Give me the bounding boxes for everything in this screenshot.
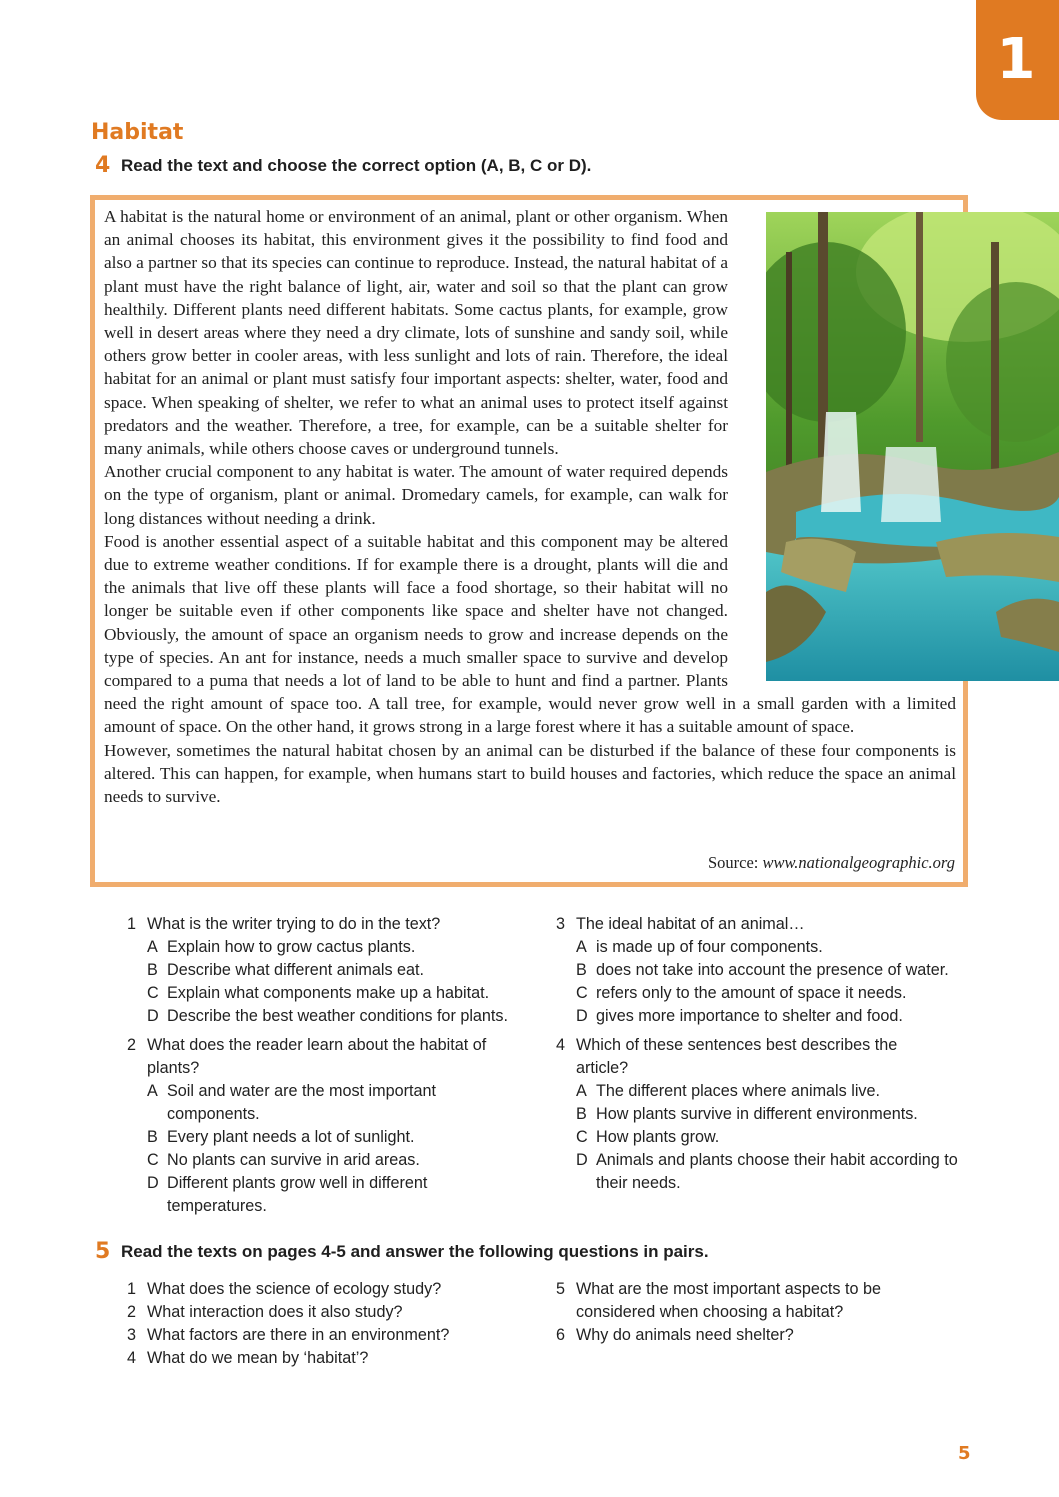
option-letter: D	[147, 1174, 159, 1192]
question-text: What does the science of ecology study?	[147, 1280, 442, 1298]
question-2	[127, 1301, 532, 1324]
exercise-number: 4	[95, 153, 111, 178]
question-2	[127, 1034, 532, 1218]
option-text: Explain how to grow cactus plants.	[167, 938, 416, 956]
question-number: 2	[127, 1036, 137, 1054]
question-text: What factors are there in an environment?	[147, 1326, 450, 1344]
option-letter: D	[576, 1007, 588, 1025]
exercise-5-left-column	[127, 1278, 532, 1370]
option-a	[147, 1080, 532, 1126]
option-c	[576, 1126, 976, 1149]
option-text: How plants survive in different environments.	[596, 1105, 918, 1123]
option-letter: A	[147, 1082, 158, 1100]
option-text: Animals and plants choose their habit according to their needs.	[596, 1151, 958, 1192]
option-letter: B	[147, 961, 158, 979]
chapter-tab: 1	[976, 0, 1059, 120]
question-text: What is the writer trying to do in the text?	[147, 915, 441, 933]
option-c	[147, 982, 532, 1005]
option-d	[576, 1005, 976, 1028]
option-text: Every plant needs a lot of sunlight.	[167, 1128, 415, 1146]
question-1	[127, 1278, 532, 1301]
question-number: 3	[127, 1326, 137, 1344]
option-letter: C	[147, 1151, 159, 1169]
option-text: How plants grow.	[596, 1128, 720, 1146]
photo-spacer	[746, 205, 956, 675]
question-text: Why do animals need shelter?	[576, 1326, 794, 1344]
option-b	[147, 1126, 532, 1149]
option-letter: D	[576, 1151, 588, 1169]
option-letter: A	[576, 938, 587, 956]
option-c	[576, 982, 976, 1005]
question-number: 2	[127, 1303, 137, 1321]
option-text: does not take into account the presence of water.	[596, 961, 949, 979]
option-text: Explain what components make up a habitat.	[167, 984, 490, 1002]
exercise-4-heading	[95, 153, 591, 178]
article-paragraph: However, sometimes the natural habitat chosen by an animal can be disturbed if the balance of these four components is altered. This can happen, for example, when humans start to build houses and factories, which reduce the space an animal needs to survive.	[104, 740, 956, 807]
question-number: 1	[127, 915, 137, 933]
exercise-number: 5	[95, 1239, 111, 1264]
option-text: Describe what different animals eat.	[167, 961, 425, 979]
question-text: What are the most important aspects to be considered when choosing a habitat?	[576, 1280, 882, 1321]
article-paragraph: Another crucial component to any habitat is water. The amount of water required depends on the type of organism, plant or animal. Dromedary camels, for example, can walk for long distances without needing a drink.	[104, 462, 728, 528]
question-4	[556, 1034, 976, 1195]
question-text: The ideal habitat of an animal…	[576, 915, 805, 933]
exercise-5-right-column	[556, 1278, 936, 1347]
option-c	[147, 1149, 532, 1172]
article-paragraph: A habitat is the natural home or environment of an animal, plant or other organism. When an animal chooses its habitat, this environment gives it the possibility to find food and also a partner so that its species can continue to reproduce. Instead, the natural habitat of a plant must have the right balance of light, air, water and soil so that the plant can grow healthily. Different plants need different habitats. Some cactus plants, for example, grow well in desert areas where they need a dry climate, lots of sunshine and sandy soil, while others grow better in cooler areas, with less sunlight and lots of rain. Therefore, the ideal habitat for an animal or plant must satisfy four important aspects: shelter, water, food and space. When speaking of shelter, we refer to what an animal uses to protect itself against predators and the weather. Therefore, a tree, for example, can be a suitable shelter for many animals, while others choose caves or underground tunnels.	[104, 207, 728, 459]
exercise-instruction: Read the texts on pages 4-5 and answer the following questions in pairs.	[121, 1242, 709, 1261]
option-d	[147, 1172, 532, 1218]
option-letter: B	[576, 1105, 587, 1123]
question-5	[556, 1278, 936, 1324]
exercise-5-heading	[95, 1239, 709, 1264]
option-b	[576, 959, 976, 982]
option-b	[576, 1103, 976, 1126]
option-text: No plants can survive in arid areas.	[167, 1151, 420, 1169]
option-letter: A	[576, 1082, 587, 1100]
exercise-4-right-column	[556, 913, 976, 1201]
question-3	[556, 913, 976, 1028]
question-text: Which of these sentences best describes the article?	[576, 1036, 898, 1077]
option-a	[576, 936, 976, 959]
question-number: 4	[556, 1036, 566, 1054]
exercise-instruction: Read the text and choose the correct option (A, B, C or D).	[121, 156, 592, 175]
section-title: Habitat	[91, 120, 184, 145]
option-text: Soil and water are the most important components.	[167, 1082, 437, 1123]
question-text: What does the reader learn about the habitat of plants?	[147, 1036, 487, 1077]
question-1	[127, 913, 532, 1028]
question-3	[127, 1324, 532, 1347]
question-number: 3	[556, 915, 566, 933]
option-b	[147, 959, 532, 982]
option-letter: A	[147, 938, 158, 956]
question-number: 4	[127, 1349, 137, 1367]
question-6	[556, 1324, 936, 1347]
option-letter: D	[147, 1007, 159, 1025]
option-a	[147, 936, 532, 959]
option-d	[147, 1005, 532, 1028]
option-text: Describe the best weather conditions for plants.	[167, 1007, 509, 1025]
option-text: gives more importance to shelter and food.	[596, 1007, 903, 1025]
question-text: What do we mean by ‘habitat’?	[147, 1349, 369, 1367]
option-text: Different plants grow well in different temperatures.	[167, 1174, 428, 1215]
article-text	[104, 205, 956, 808]
question-4	[127, 1347, 532, 1370]
article-source	[708, 853, 955, 873]
question-text: What interaction does it also study?	[147, 1303, 403, 1321]
option-a	[576, 1080, 976, 1103]
question-number: 1	[127, 1280, 137, 1298]
option-letter: C	[576, 1128, 588, 1146]
question-number: 6	[556, 1326, 566, 1344]
question-number: 5	[556, 1280, 566, 1298]
exercise-4-left-column	[127, 913, 532, 1224]
option-text: refers only to the amount of space it needs.	[596, 984, 907, 1002]
option-letter: C	[576, 984, 588, 1002]
option-letter: B	[576, 961, 587, 979]
option-text: The different places where animals live.	[596, 1082, 881, 1100]
article-paragraph: Food is another essential aspect of a suitable habitat and this component may be altered due to extreme weather conditions. If for example there is a drought, plants will die and the animals that live off these plants will face a food shortage, so their habitat will no longer be suitable even if other components like space and shelter have not changed. Obviously, the amount of space an organism needs to grow and increase depends on the type of species. An ant for instance, needs a much smaller space to survive and develop compared to a puma that needs a lot of land to be able to hunt and find a partner. Plants need the right amount of space too. A tall tree, for example, would never grow well in a small garden with a limited amount of space. On the other hand, it grows strong in a large forest where it has a suitable amount of space.	[104, 531, 956, 737]
option-letter: B	[147, 1128, 158, 1146]
option-d	[576, 1149, 976, 1195]
option-text: is made up of four components.	[596, 938, 823, 956]
source-url: www.nationalgeographic.org	[762, 853, 955, 872]
option-letter: C	[147, 984, 159, 1002]
source-label: Source:	[707, 853, 759, 872]
page-number: 5	[958, 1443, 971, 1464]
